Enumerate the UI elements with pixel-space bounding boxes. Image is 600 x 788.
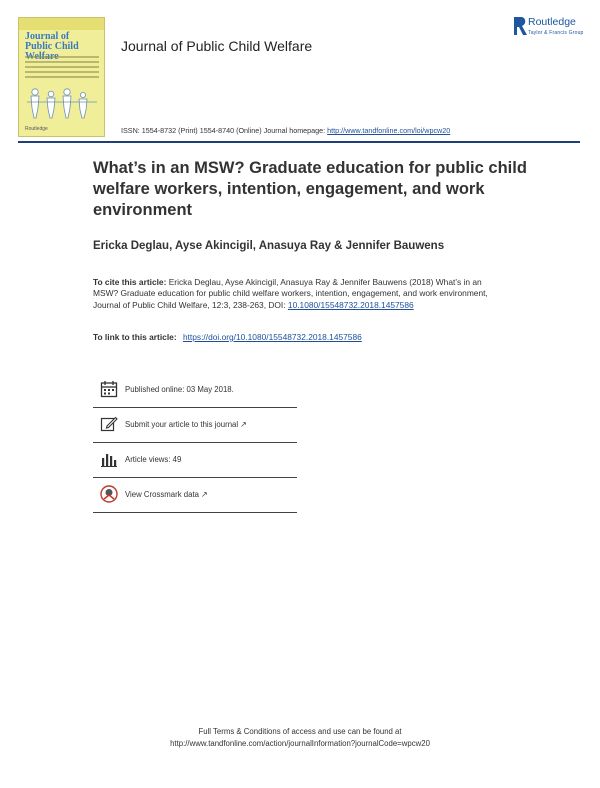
article-title: What’s in an MSW? Graduate education for public child welfare workers, intention, engagement, and work environment <box>93 159 527 219</box>
cover-band <box>19 18 104 30</box>
link-to-label: To link to this article: <box>93 332 177 342</box>
crossmark-icon <box>100 485 118 503</box>
citation-label: To cite this article: <box>93 277 167 287</box>
article-url-link[interactable]: https://doi.org/10.1080/15548732.2018.1457586 <box>182 332 362 342</box>
submit-article-label: Submit your article to this journal <box>125 420 239 429</box>
citation-text: Ericka Deglau, Ayse Akincigil, Anasuya Ray & Jennifer Bauwens (2018) What’s in an MSW? Graduate education for public child welfare workers, intention, engagement, and work environment, Journal of Public Child Welfare, 12:3, 238-263, DOI: <box>93 277 488 310</box>
edit-pencil-icon <box>100 415 118 433</box>
issn-line <box>121 126 450 135</box>
footer-text: Full Terms & Conditions of access and use can be found at <box>198 727 402 736</box>
link-to-article <box>93 332 362 342</box>
cover-publisher: Routledge <box>25 126 48 132</box>
logo-name: Routledge <box>528 16 576 28</box>
logo-subtitle: Taylor & Francis Group <box>528 30 584 36</box>
article-views-row <box>93 443 297 478</box>
issn-text: ISSN: 1554-8732 (Print) 1554-8740 (Online) Journal homepage: <box>121 126 326 135</box>
published-date: Published online: 03 May 2018. <box>125 385 234 394</box>
submit-article-link[interactable] <box>125 420 247 429</box>
terms-footer <box>0 726 600 750</box>
external-link-icon: ↗ <box>200 490 208 499</box>
journal-homepage-link[interactable]: http://www.tandfonline.com/loi/wpcw20 <box>327 126 451 135</box>
article-views: Article views: 49 <box>125 455 182 464</box>
header-divider <box>18 141 580 143</box>
crossmark-link[interactable] <box>125 490 208 499</box>
crossmark-row[interactable] <box>93 478 297 513</box>
citation-block <box>93 277 493 311</box>
cover-title-line: Public Child <box>25 41 79 52</box>
routledge-logo[interactable] <box>512 15 592 45</box>
published-row <box>93 373 297 408</box>
crossmark-label: View Crossmark data <box>125 490 199 499</box>
journal-information-link[interactable]: http://www.tandfonline.com/action/journalInformation?journalCode=wpcw20 <box>170 739 430 748</box>
cover-title-line: Journal of <box>25 31 70 42</box>
authors: Ericka Deglau, Ayse Akincigil, Anasuya Ray & Jennifer Bauwens <box>93 240 445 252</box>
cover-text-lines <box>25 56 99 81</box>
doi-link[interactable]: 10.1080/15548732.2018.1457586 <box>287 299 414 310</box>
cover-figures-illustration <box>25 86 99 120</box>
journal-title: Journal of Public Child Welfare <box>121 38 313 54</box>
journal-cover-image <box>18 17 105 137</box>
external-link-icon: ↗ <box>240 420 247 429</box>
submit-article-row[interactable] <box>93 408 297 443</box>
calendar-icon <box>100 380 118 398</box>
bar-chart-icon <box>100 450 118 468</box>
